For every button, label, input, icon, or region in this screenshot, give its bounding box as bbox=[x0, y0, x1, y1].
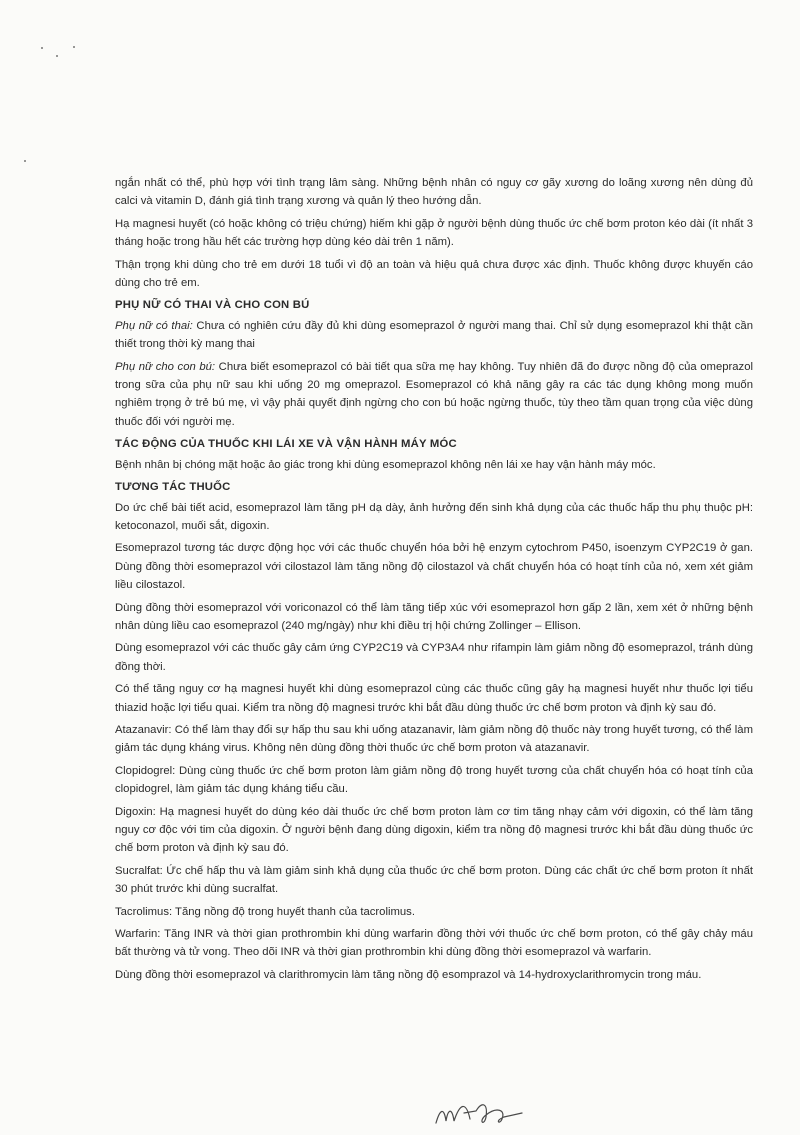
paragraph-text: Có thể tăng nguy cơ hạ magnesi huyết khi dùng esomeprazol cùng các thuốc cũng gây hạ magnesi huyết như thuốc lợi tiểu thiazid hoặc lợi tiểu quai. Kiểm tra nồng độ magnesi trước khi bắt đầu dùng thuốc ức chế bơm proton và định kỳ sau đó. bbox=[115, 683, 753, 714]
body-paragraph bbox=[115, 680, 753, 717]
paragraph-text: ngắn nhất có thể, phù hợp với tình trạng lâm sàng. Những bệnh nhân có nguy cơ gãy xương do loãng xương nên dùng đủ calci và vitamin D, đánh giá tình trạng xương và quản lý theo hướng dẫn. bbox=[115, 177, 753, 208]
paragraph-text: Do ức chế bài tiết acid, esomeprazol làm tăng pH dạ dày, ảnh hưởng đến sinh khả dụng của các thuốc hấp thu phụ thuộc pH: ketoconazol, muối sắt, digoxin. bbox=[115, 501, 753, 532]
body-paragraph bbox=[115, 762, 753, 799]
paragraph-text: Chưa có nghiên cứu đầy đủ khi dùng esomeprazol ở người mang thai. Chỉ sử dụng esomeprazol khi thật cần thiết trong thời kỳ mang thai bbox=[115, 319, 753, 351]
scan-speck bbox=[56, 55, 58, 57]
section-heading: PHỤ NỮ CÓ THAI VÀ CHO CON BÚ bbox=[115, 299, 310, 312]
body-paragraph bbox=[115, 903, 753, 921]
body-paragraph bbox=[115, 317, 753, 354]
paragraph-text: Esomeprazol tương tác dược động học với các thuốc chuyển hóa bởi hệ enzym cytochrom P450, isoenzym CYP2C19 ở gan. Dùng đồng thời esomeprazol với cilostazol làm tăng nồng độ cilostazol và chất chuyển hóa có hoạt tính của nó, xem xét giảm liều cilostazol. bbox=[115, 542, 753, 592]
body-paragraph bbox=[115, 862, 753, 899]
body-paragraph bbox=[115, 456, 753, 474]
scan-speck bbox=[73, 46, 75, 48]
paragraph-text: Dùng đồng thời esomeprazol và clarithromycin làm tăng nồng độ esomprazol và 14-hydroxyclarithromycin trong máu. bbox=[115, 968, 702, 981]
paragraph-text: Hạ magnesi huyết (có hoặc không có triệu chứng) hiếm khi gặp ở người bệnh dùng thuốc ức chế bơm proton kéo dài (ít nhất 3 tháng hoặc trong hầu hết các trường hợp dùng kéo dài trên 1 năm). bbox=[115, 217, 753, 249]
section-heading: TƯƠNG TÁC THUỐC bbox=[115, 481, 231, 494]
body-paragraph bbox=[115, 599, 753, 636]
paragraph-text: Clopidogrel: Dùng cùng thuốc ức chế bơm proton làm giảm nồng độ trong huyết tương của chất chuyển hóa có hoạt tính của clopidogrel, làm giảm tác dụng kháng tiểu cầu. bbox=[115, 764, 753, 796]
section-heading: TÁC ĐỘNG CỦA THUỐC KHI LÁI XE VÀ VẬN HÀNH MÁY MÓC bbox=[115, 438, 457, 451]
body-paragraph bbox=[115, 966, 753, 984]
paragraph-text: Digoxin: Hạ magnesi huyết do dùng kéo dài thuốc ức chế bơm proton làm cơ tim tăng nhạy cảm với digoxin, có thể làm tăng nguy cơ độc với tim của digoxin. Ở người bệnh đang dùng digoxin, kiểm tra nồng độ magnesi trước khi bắt đầu dùng thuốc ức chế bơm proton và định kỳ sau đó. bbox=[115, 805, 753, 855]
paragraph-text: Dùng đồng thời esomeprazol với voriconazol có thể làm tăng tiếp xúc với esomeprazol hơn gấp 2 lần, xem xét ở những bệnh nhân dùng liều cao esomeprazol (240 mg/ngày) như khi điều trị hội chứng Zollinger – Ellison. bbox=[115, 601, 753, 632]
paragraph-text: Tacrolimus: Tăng nồng độ trong huyết thanh của tacrolimus. bbox=[115, 905, 415, 918]
body-paragraph bbox=[115, 256, 753, 293]
paragraph-text: Bệnh nhân bị chóng mặt hoặc ảo giác trong khi dùng esomeprazol không nên lái xe hay vận hành máy móc. bbox=[115, 458, 656, 471]
body-paragraph bbox=[115, 721, 753, 758]
body-paragraph bbox=[115, 215, 753, 252]
body-paragraph bbox=[115, 539, 753, 594]
body-paragraph bbox=[115, 499, 753, 536]
body-paragraph bbox=[115, 639, 753, 676]
body-paragraph bbox=[115, 803, 753, 858]
scan-speck bbox=[41, 47, 43, 49]
document-body bbox=[115, 174, 753, 988]
handwritten-signature bbox=[430, 1097, 540, 1131]
paragraph-lead: Phụ nữ có thai: bbox=[115, 319, 193, 332]
paragraph-lead: Phụ nữ cho con bú: bbox=[115, 360, 216, 373]
scan-speck bbox=[24, 160, 26, 162]
paragraph-text: Chưa biết esomeprazol có bài tiết qua sữa mẹ hay không. Tuy nhiên đã đo được nồng độ của omeprazol trong sữa của phụ nữ sau khi uống 20 mg omeprazol. Esomeprazol có khả năng gây ra các tác dụng không mong muốn nghiêm trọng ở trẻ bú mẹ, vì vậy phải quyết định ngừng cho con bú hoặc ngừng thuốc, tùy theo tầm quan trọng của việc dùng thuốc đối với người mẹ. bbox=[115, 360, 754, 428]
paragraph-text: Dùng esomeprazol với các thuốc gây cảm ứng CYP2C19 và CYP3A4 như rifampin làm giảm nồng độ esomeprazol, tránh dùng đồng thời. bbox=[115, 642, 753, 673]
body-paragraph bbox=[115, 174, 753, 211]
body-paragraph bbox=[115, 358, 753, 432]
paragraph-text: Thận trọng khi dùng cho trẻ em dưới 18 tuổi vì độ an toàn và hiệu quả chưa được xác định. Thuốc không được khuyến cáo dùng cho trẻ em. bbox=[115, 258, 753, 290]
paragraph-text: Sucralfat: Ức chế hấp thu và làm giảm sinh khả dụng của thuốc ức chế bơm proton. Dùng các chất ức chế bơm proton ít nhất 30 phút trước khi dùng sucralfat. bbox=[115, 864, 753, 896]
paragraph-text: Warfarin: Tăng INR và thời gian prothrombin khi dùng warfarin đồng thời với thuốc ức chế bơm proton, có thể gây chảy máu bất thường và tử vong. Theo dõi INR và thời gian prothrombin khi dùng đồng thời esomeprazol và warfarin. bbox=[115, 928, 753, 959]
body-paragraph bbox=[115, 925, 753, 962]
paragraph-text: Atazanavir: Có thể làm thay đổi sự hấp thu sau khi uống atazanavir, làm giảm nồng độ thuốc này trong huyết tương, có thể làm giảm tác dụng kháng virus. Không nên dùng đồng thời thuốc ức chế bơm proton và atazanavir. bbox=[115, 723, 753, 755]
